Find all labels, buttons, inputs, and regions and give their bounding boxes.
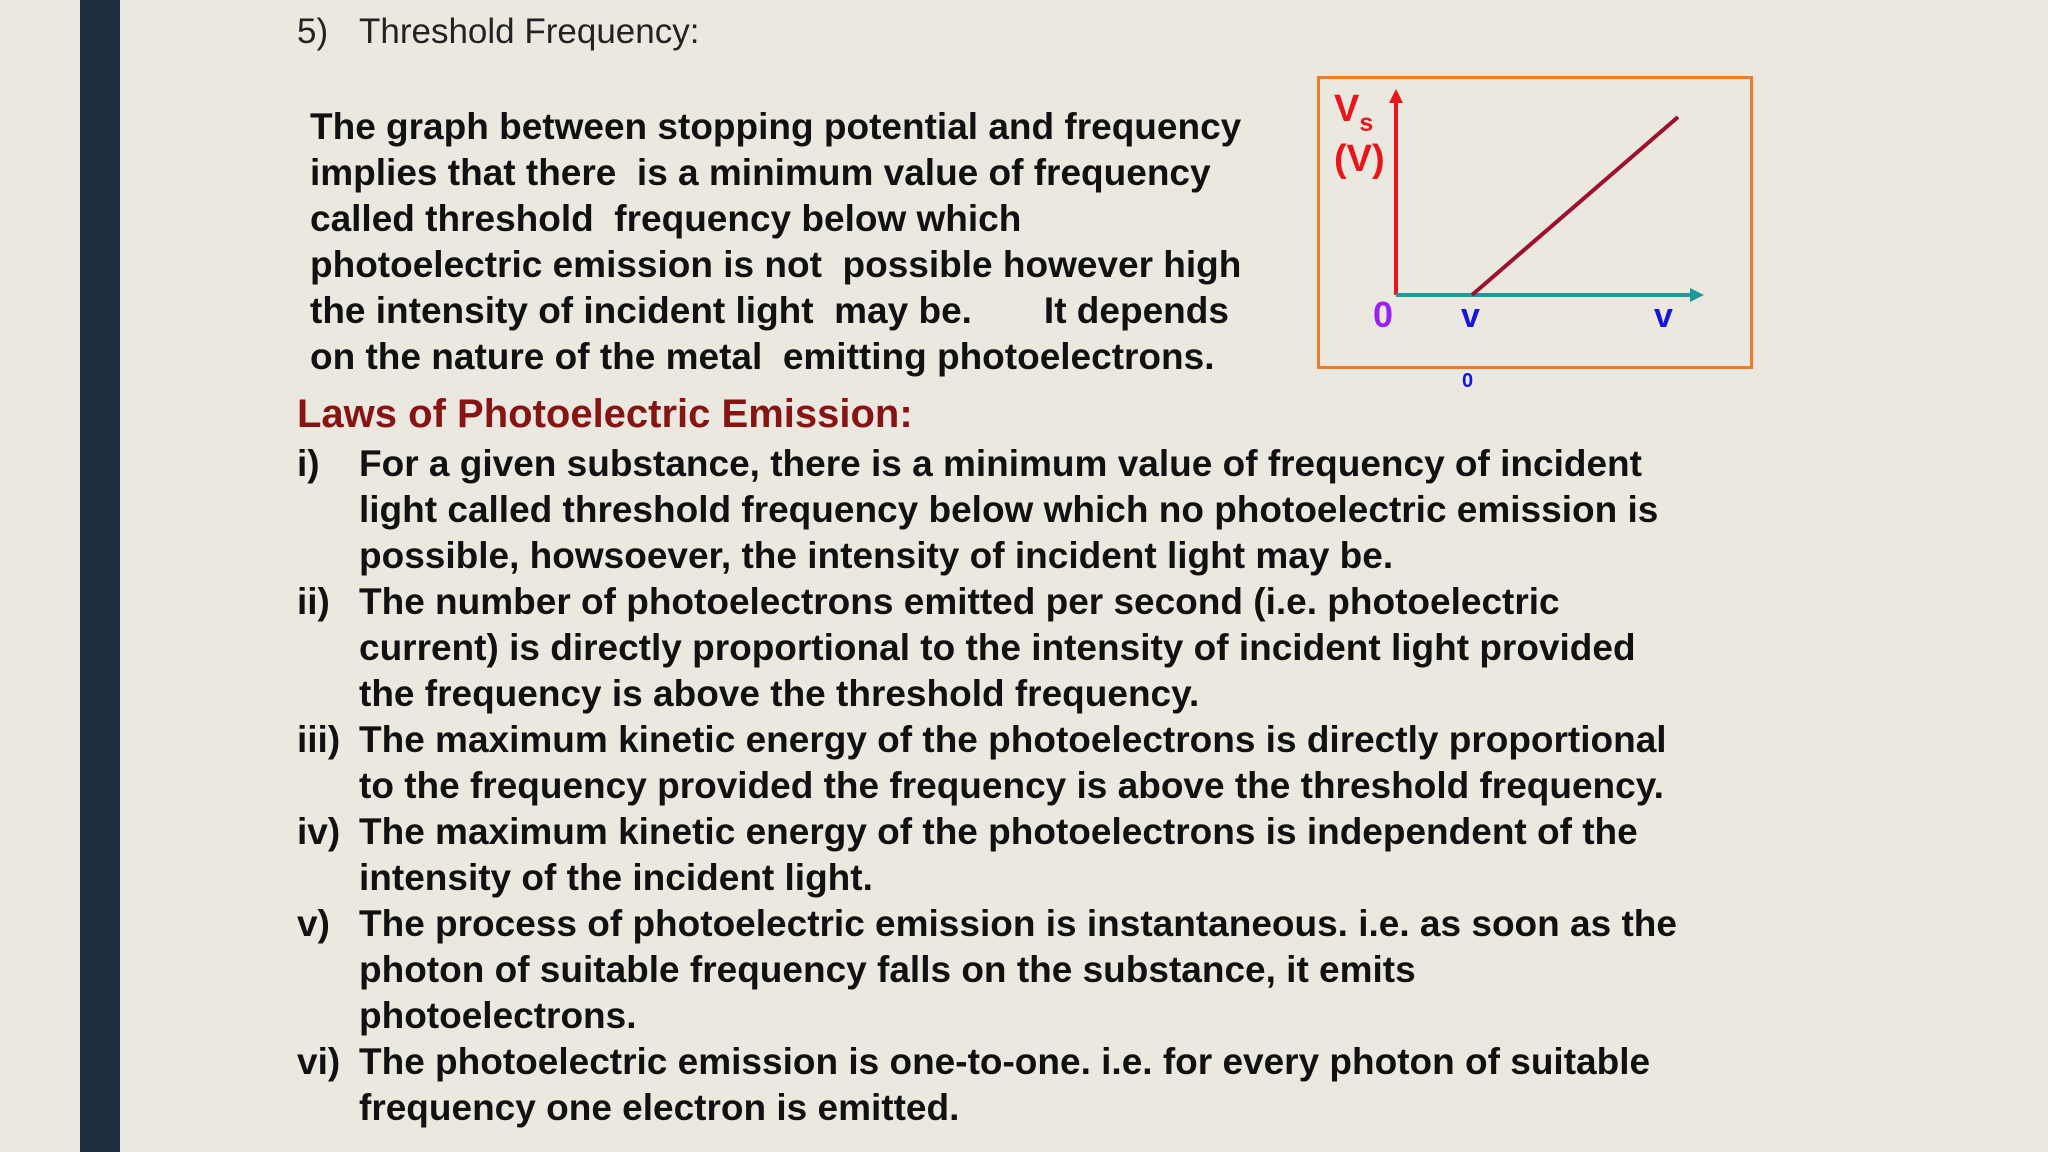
law-text [359,1039,1650,1131]
law-line: The maximum kinetic energy of the photoelectrons is directly proportional [359,719,1667,760]
threshold-frequency-subscript: 0 [1462,370,1474,392]
law-number: iii) [297,719,341,760]
law-line: The number of photoelectrons emitted per second (i.e. photoelectric [359,581,1560,622]
law-item [297,1039,1757,1131]
law-text [359,441,1658,579]
intro-line: the intensity of incident light may be. It depends [310,290,1229,331]
law-item [297,809,1757,901]
intro-line: The graph between stopping potential and frequency [310,106,1242,147]
law-item [297,441,1757,579]
intro-paragraph [310,104,1310,380]
law-line: possible, howsoever, the intensity of incident light may be. [359,535,1394,576]
law-text [359,809,1638,901]
law-line: frequency one electron is emitted. [359,1087,960,1128]
origin-label: 0 [1373,294,1394,335]
law-number: v) [297,903,330,944]
law-line: The photoelectric emission is one-to-one. i.e. for every photon of suitable [359,1041,1651,1082]
intro-line: called threshold frequency below which [310,198,1022,239]
law-line: photon of suitable frequency falls on the substance, it emits [359,949,1416,990]
law-line: photoelectrons. [359,995,637,1036]
law-text [359,579,1636,717]
law-line: intensity of the incident light. [359,857,873,898]
threshold-graph [1317,76,1753,392]
y-axis-unit-label: (V) [1334,138,1385,180]
section-title: Threshold Frequency: [359,12,700,51]
section-number: 5) [297,12,329,51]
section-heading [297,8,699,56]
law-number: vi) [297,1041,341,1082]
sidebar-accent-bar [80,0,120,1152]
law-number: ii) [297,581,330,622]
law-line: light called threshold frequency below which no photoelectric emission is [359,489,1659,530]
law-number: iv) [297,811,341,852]
law-text [359,901,1677,1039]
law-line: to the frequency provided the frequency is above the threshold frequency. [359,765,1664,806]
intro-line: photoelectric emission is not possible however high [310,244,1242,285]
law-line: The maximum kinetic energy of the photoelectrons is independent of the [359,811,1638,852]
graph-svg [1320,79,1756,399]
law-line: the frequency is above the threshold frequency. [359,673,1200,714]
law-line: current) is directly proportional to the intensity of incident light provided [359,627,1636,668]
y-axis-label: $V_s$ [1334,88,1374,137]
y-axis-arrow [1389,89,1403,103]
law-line: For a given substance, there is a minimum value of frequency of incident [359,443,1642,484]
laws-list [297,441,1757,1131]
laws-title: Laws of Photoelectric Emission: [297,392,913,436]
law-item [297,901,1757,1039]
x-axis-label: v [1654,297,1673,335]
x-axis-arrow [1690,288,1704,302]
law-item [297,579,1757,717]
law-line: The process of photoelectric emission is instantaneous. i.e. as soon as the [359,903,1677,944]
law-text [359,717,1667,809]
law-number: i) [297,443,320,484]
law-item [297,717,1757,809]
graph-line [1472,117,1678,295]
intro-line: implies that there is a minimum value of frequency [310,152,1211,193]
threshold-frequency-label: v [1461,297,1480,335]
intro-line: on the nature of the metal emitting photoelectrons. [310,336,1215,377]
